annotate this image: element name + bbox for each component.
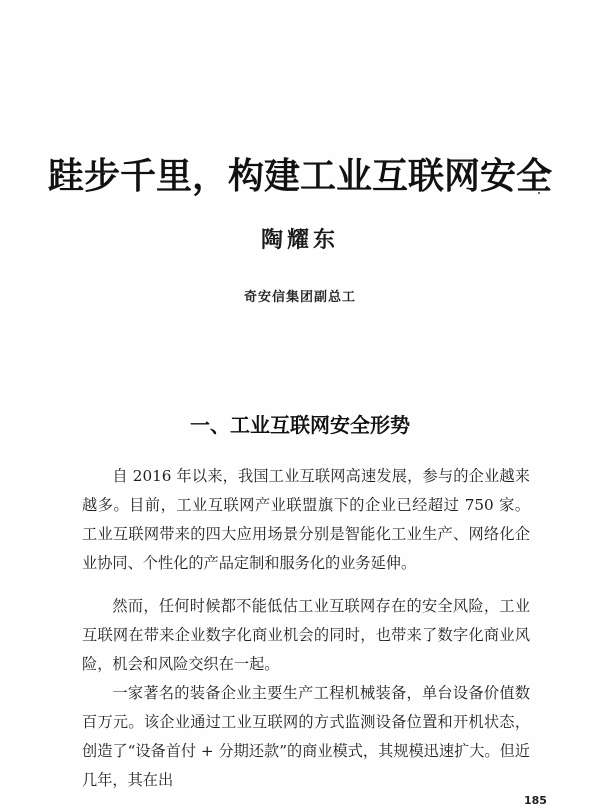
author-affiliation: 奇安信集团副总工 bbox=[243, 290, 356, 305]
section-heading: 一、工业互联网安全形势 bbox=[190, 413, 410, 437]
article-title: 跬步千里，构建工业互联网安全 bbox=[47, 156, 552, 197]
body-paragraph: 然而，任何时候都不能低估工业互联网存在的安全风险，工业互联网在带来企业数字化商业机会的同时，也带来了数字化商业风险，机会和风险交织在一起。 bbox=[82, 597, 530, 673]
page-number: 185 bbox=[524, 794, 547, 807]
body-paragraph: 一家著名的装备企业主要生产工程机械装备，单台设备价值数百万元。该企业通过工业互联网的方式监测设备位置和开机状态，创造了“设备首付 + 分期还款”的商业模式，其规模迅速扩大。但近几年，其在出 bbox=[82, 684, 530, 789]
author-name: 陶耀东 bbox=[260, 228, 339, 253]
body-paragraph: 自 2016 年以来，我国工业互联网高速发展，参与的企业越来越多。目前，工业互联网产业联盟旗下的企业已经超过 750 家。工业互联网带来的四大应用场景分别是智能化工业生产、网络化企业协同、个性化的产品定制和服务化的业务延伸。 bbox=[82, 467, 530, 572]
